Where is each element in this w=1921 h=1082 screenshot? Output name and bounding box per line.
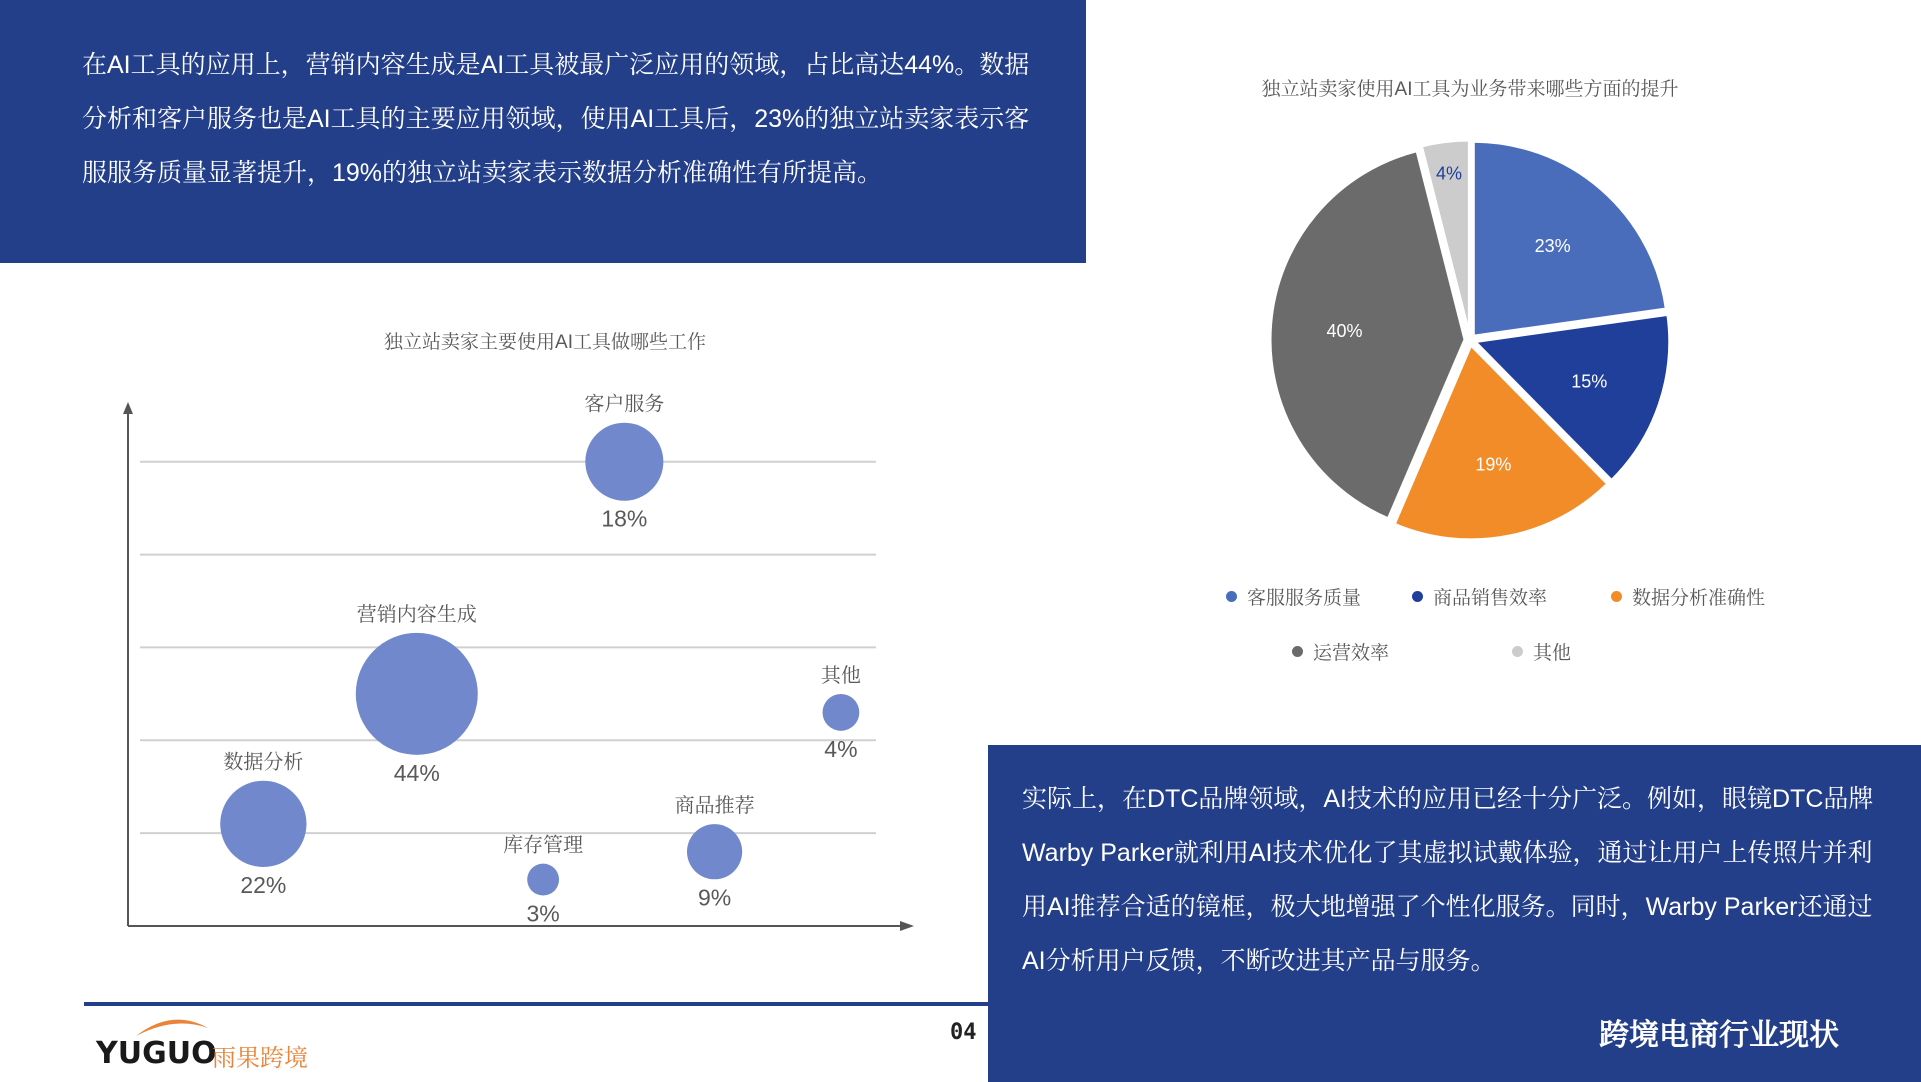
intro-panel — [0, 0, 1086, 263]
dtc-panel — [988, 745, 1921, 1082]
bubble-value-label: 22% — [240, 871, 287, 898]
pie-chart — [1240, 110, 1700, 570]
bubble — [823, 694, 860, 731]
legend-dot-icon — [1512, 646, 1523, 657]
legend-label: 商品销售效率 — [1433, 588, 1548, 609]
legend-item-operations — [1292, 638, 1389, 665]
pie-legend — [1200, 575, 1800, 685]
bubble — [356, 633, 478, 755]
legend-label: 其他 — [1533, 643, 1572, 664]
legend-label: 运营效率 — [1313, 643, 1390, 664]
legend-label: 数据分析准确性 — [1632, 588, 1766, 609]
legend-dot-icon — [1412, 591, 1423, 602]
bubble-value-label: 4% — [824, 735, 858, 762]
bubble-value-label: 44% — [393, 759, 440, 786]
pie-slice-label: 15% — [1571, 371, 1608, 392]
legend-item-sales-efficiency — [1412, 583, 1547, 610]
bubble — [585, 423, 663, 501]
bubble-category-label: 其他 — [820, 665, 861, 688]
bubble-chart-title: 独立站卖家主要使用AI工具做哪些工作 — [384, 332, 706, 353]
legend-label: 客服服务质量 — [1247, 588, 1362, 609]
pie-chart-title: 独立站卖家使用AI工具为业务带来哪些方面的提升 — [1261, 79, 1679, 100]
legend-dot-icon — [1292, 646, 1303, 657]
section-title: 跨境电商行业现状 — [1599, 1019, 1839, 1052]
legend-item-other — [1512, 638, 1571, 665]
pie-slice-label: 4% — [1436, 163, 1463, 184]
page-number: 04 — [950, 1020, 977, 1045]
bubble — [527, 864, 559, 896]
pie-slice-label: 19% — [1475, 454, 1512, 475]
y-axis-arrow-icon — [123, 402, 133, 414]
legend-item-data-accuracy — [1611, 583, 1765, 610]
pie-slice-label: 23% — [1534, 235, 1571, 256]
legend-item-customer-service — [1226, 583, 1361, 610]
bubble-category-label: 客户服务 — [584, 393, 665, 416]
bubble-category-label: 库存管理 — [503, 834, 584, 857]
logo-text-cn: 雨果跨境 — [212, 1045, 308, 1072]
pie-slice-label: 40% — [1326, 321, 1363, 342]
bubble-chart — [100, 380, 920, 940]
dtc-text: 实际上，在DTC品牌领域，AI技术的应用已经十分广泛。例如，眼镜DTC品牌Warby Parker就利用AI技术优化了其虚拟试戴体验，通过让用户上传照片并利用AI推荐合适的镜框，极大地增强了个性化服务。同时，Warby Parker还通过AI分析用户反馈，不断改进其产品与服务。 — [1022, 785, 1874, 975]
yuguo-logo — [96, 1012, 336, 1072]
bubble-value-label: 18% — [601, 505, 648, 532]
footer-divider — [84, 1002, 988, 1006]
bubble-value-label: 3% — [526, 900, 560, 927]
logo-swoosh-icon — [132, 1014, 212, 1038]
bubble-category-label: 商品推荐 — [674, 795, 755, 818]
bubble — [220, 781, 306, 867]
x-axis-arrow-icon — [900, 921, 914, 931]
legend-dot-icon — [1611, 591, 1622, 602]
legend-dot-icon — [1226, 591, 1237, 602]
logo-text-en: YUGUO — [96, 1036, 217, 1071]
bubble-category-label: 数据分析 — [223, 751, 304, 774]
intro-text: 在AI工具的应用上，营销内容生成是AI工具被最广泛应用的领域，占比高达44%。数据分析和客户服务也是AI工具的主要应用领域，使用AI工具后，23%的独立站卖家表示客服服务质量显著提升，19%的独立站卖家表示数据分析准确性有所提高。 — [82, 51, 1030, 187]
bubble — [687, 824, 742, 879]
bubble-category-label: 营销内容生成 — [356, 603, 477, 626]
bubble-value-label: 9% — [697, 884, 732, 911]
